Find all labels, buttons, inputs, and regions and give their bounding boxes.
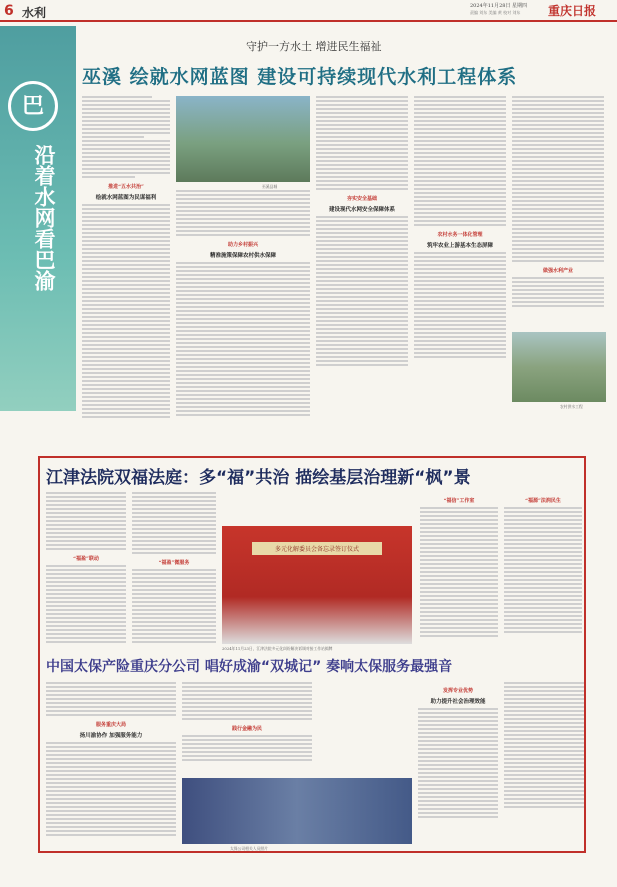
- ba-seal: 巴: [8, 81, 58, 131]
- insurance-photo: [182, 778, 412, 844]
- masthead: [0, 0, 617, 22]
- feature-subhead: 建设现代水网安全保障体系: [328, 207, 395, 213]
- feature-col-2: [176, 190, 310, 418]
- court-col-2: [132, 492, 216, 645]
- court-subhead: “福盈”微服务: [158, 560, 190, 566]
- page-number: 6: [4, 3, 14, 19]
- insurance-headline: 中国太保产险重庆分公司 唱好成渝“双城记” 奏响太保服务最强音: [46, 659, 453, 675]
- feature-col-1: [82, 96, 170, 420]
- feature-photo-county: [176, 96, 310, 182]
- insurance-subhead: 践行金融为民: [231, 726, 262, 732]
- date-line: 2024年11月28日 星期四: [470, 3, 528, 9]
- photo-caption: 农村供水工程: [560, 404, 583, 409]
- newspaper-logo: 重庆日报: [548, 4, 597, 18]
- section-name: 水利: [22, 6, 47, 20]
- feature-subhead: 助力乡村振兴: [227, 242, 258, 248]
- feature-subhead: 绘就水网蓝图为民谋福利: [95, 195, 157, 201]
- feature-subhead: 夯实安全基础: [346, 196, 377, 202]
- feature-subhead: 推进“五水共治”: [108, 184, 144, 190]
- photo-caption: 太保公司相关人员照片: [230, 846, 268, 851]
- court-subhead: “福源”法润民生: [525, 498, 561, 504]
- feature-col-4: [414, 96, 506, 360]
- court-headline: 江津法院双福法庭：多“福”共治 描绘基层治理新“枫”景: [46, 468, 471, 488]
- photo-caption: 巫溪县城: [262, 184, 278, 189]
- feature-col-5: [512, 96, 604, 309]
- court-subhead: “福盈”联动: [73, 556, 99, 562]
- photo-caption: 2024年11月23日，江津法院多元化纠纷解决诉调对接工作站揭牌: [222, 646, 333, 651]
- insurance-subhead: 助力提升社会治理效能: [430, 699, 486, 705]
- court-col-4: [504, 492, 582, 635]
- insurance-col-2: [182, 682, 312, 763]
- feature-subhead: 精准施策保障农村供水保障: [209, 253, 276, 259]
- insurance-subhead: 发挥专业优势: [442, 688, 473, 694]
- court-subhead: “福信”工作室: [443, 498, 475, 504]
- court-ceremony-photo: [222, 526, 412, 644]
- court-col-3: [420, 492, 498, 639]
- insurance-subhead: 扬川渝协作 加强服务能力: [79, 733, 143, 739]
- court-col-1: [46, 492, 126, 645]
- insurance-col-3: [418, 682, 498, 820]
- insurance-col-1: [46, 682, 176, 838]
- editor-line: 责编 刘东 美编 黄 校对 刘东: [470, 10, 521, 15]
- feature-headline: 巫溪 绘就水网蓝图 建设可持续现代水利工程体系: [82, 66, 518, 88]
- feature-side-banner: [0, 26, 76, 411]
- feature-col-3: [316, 96, 408, 368]
- feature-subhead: 做强水利产业: [542, 268, 573, 274]
- feature-kicker: 守护一方水土 增进民生福祉: [246, 40, 382, 53]
- insurance-subhead: 服务重庆大局: [95, 722, 126, 728]
- photo-banner: 多元化解委员会备忘录签订仪式: [252, 542, 382, 555]
- vertical-title: 沿着水网看巴渝: [32, 144, 57, 291]
- feature-subhead: 农村水务一体化管理: [437, 232, 483, 238]
- feature-subhead: 筑牢农业上游基本生态屏障: [426, 243, 493, 249]
- feature-photo-village: [512, 332, 606, 402]
- insurance-col-4: [504, 682, 584, 810]
